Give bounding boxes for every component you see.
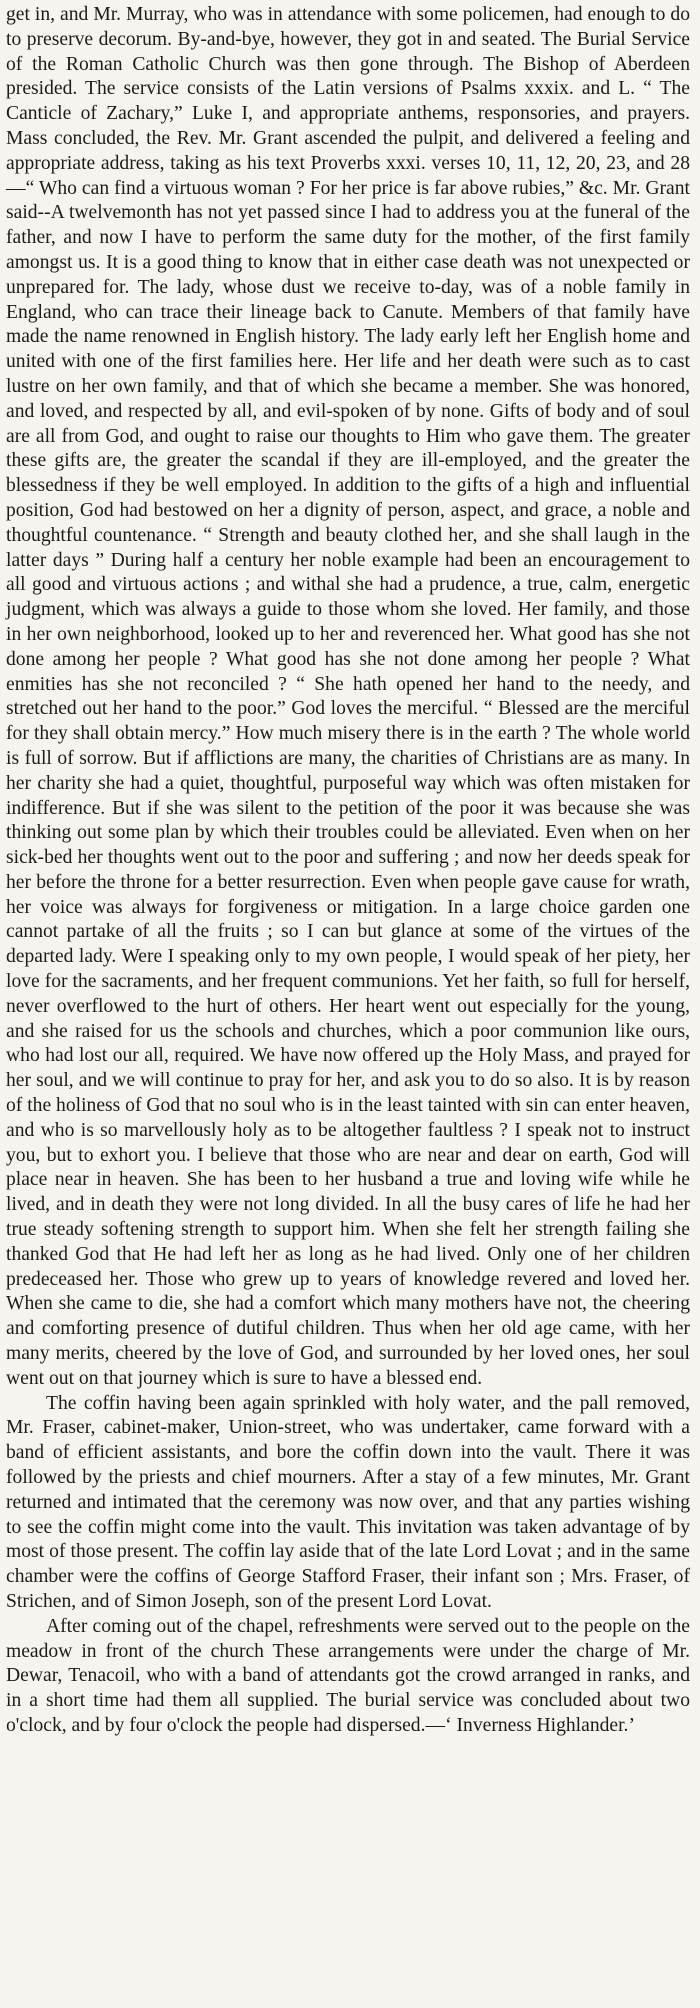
- article-paragraph-coffin-vault: The coffin having been again sprinkled with holy water, and the pall removed, Mr. Fraser, cabinet-maker, Union-street, who was undertaker, came forward with a band of efficient assistants, and bore the coffin down into the vault. There it was followed by the priests and chief mourners. After a stay of a few minutes, Mr. Grant returned and intimated that the ceremony was now over, and that any parties wishing to see the coffin might come into the vault. This invitation was taken advantage of by most of those present. The coffin lay aside that of the late Lord Lovat ; and in the same chamber were the coffins of George Stafford Fraser, their infant son ; Mrs. Fraser, of Strichen, and of Simon Joseph, son of the present Lord Lovat.: [6, 1392, 690, 1612]
- article-paragraph-funeral-address: get in, and Mr. Murray, who was in attendance with some policemen, had enough to do to preserve decorum. By-and-bye, however, they got in and seated. The Burial Service of the Roman Catholic Church was then gone through. The Bishop of Aberdeen presided. The service consists of the Latin versions of Psalms xxxix. and L. “ The Canticle of Zachary,” Luke I, and appropriate anthems, responsories, and prayers. Mass concluded, the Rev. Mr. Grant ascended the pulpit, and delivered a feeling and appropriate address, taking as his text Proverbs xxxi. verses 10, 11, 12, 20, 23, and 28—“ Who can find a virtuous woman ? For her price is far above rubies,” &c. Mr. Grant said--A twelvemonth has not yet passed since I had to address you at the funeral of the father, and now I have to perform the same duty for the mother, of the first family amongst us. It is a good thing to know that in either case death was not unexpected or unprepared for. The lady, whose dust we receive to-day, was of a noble family in England, who can trace their lineage back to Canute. Members of that family have made the name renowned in English history. The lady early left her English home and united with one of the first families here. Her life and her death were such as to cast lustre on her own family, and that of which she became a member. She was honored, and loved, and respected by all, and evil-spoken of by none. Gifts of body and of soul are all from God, and ought to raise our thoughts to Him who gave them. The greater these gifts are, the greater the scandal if they are ill-employed, and the greater the blessedness if they be well employed. In addition to the gifts of a high and influential position, God had bestowed on her a dignity of person, aspect, and grace, a noble and thoughtful countenance. “ Strength and beauty clothed her, and she shall laugh in the latter days ” During half a century her noble example had been an encouragement to all good and virtuous actions ; and withal she had a prudence, a true, calm, energetic judgment, which was always a guide to those whom she loved. Her family, and those in her own neighborhood, looked up to her and reverenced her. What good has she not done among her people ? What good has she not done among her people ? What enmities has she not reconciled ? “ She hath opened her hand to the needy, and stretched out her hand to the poor.” God loves the merciful. “ Blessed are the merciful for they shall obtain mercy.” How much misery there is in the earth ? The whole world is full of sorrow. But if afflictions are many, the charities of Christians are as many. In her charity she had a quiet, thoughtful, purposeful way which was often mistaken for indifference. But if she was silent to the petition of the poor it was because she was thinking out some plan by which their troubles could be alleviated. Even when on her sick-bed her thoughts went out to the poor and suffering ; and now her deeds speak for her before the throne for a better resurrection. Even when people gave cause for wrath, her voice was always for forgiveness or mitigation. In a large choice garden one cannot partake of all the fruits ; so I can but glance at some of the virtues of the departed lady. Were I speaking only to my own people, I would speak of her piety, her love for the sacraments, and her frequent communions. Yet her faith, so full for herself, never overflowed to the hurt of others. Her heart went out especially for the young, and she raised for us the schools and churches, which a poor communion like ours, who had lost our all, required. We have now offered up the Holy Mass, and prayed for her soul, and we will continue to pray for her, and ask you to do so also. It is by reason of the holiness of God that no soul who is in the least tainted with sin can enter heaven, and who is so marvellously holy as to be altogether faultless ? I speak not to instruct you, but to exhort you. I believe that those who are near and dear on earth, God will place near in heaven. She has been to her husband a true and loving wife while he lived, and in death they were not long divided. In all the busy cares of life he had her true steady softening strength to support him. When she felt her strength failing she thanked God that He had left her as long as he had lived. Only one of her children predeceased her. Those who grew up to years of knowledge revered and loved her. When she came to die, she had a comfort which many mothers have not, the cheering and comforting presence of dutiful children. Thus when her old age came, with her many merits, cheered by the love of God, and surrounded by her loved ones, her soul went out on that journey which is sure to have a blessed end.: [6, 4, 691, 1389]
- article-paragraph-refreshments: After coming out of the chapel, refreshments were served out to the people on the meadow in front of the church These arrangements were under the charge of Mr. Dewar, Tenacoil, who with a band of attendants got the crowd arranged in ranks, and in a short time had them all supplied. The burial service was concluded about two o'clock, and by four o'clock the people had dispersed.—‘ Inverness Highlander.’: [6, 1615, 690, 1736]
